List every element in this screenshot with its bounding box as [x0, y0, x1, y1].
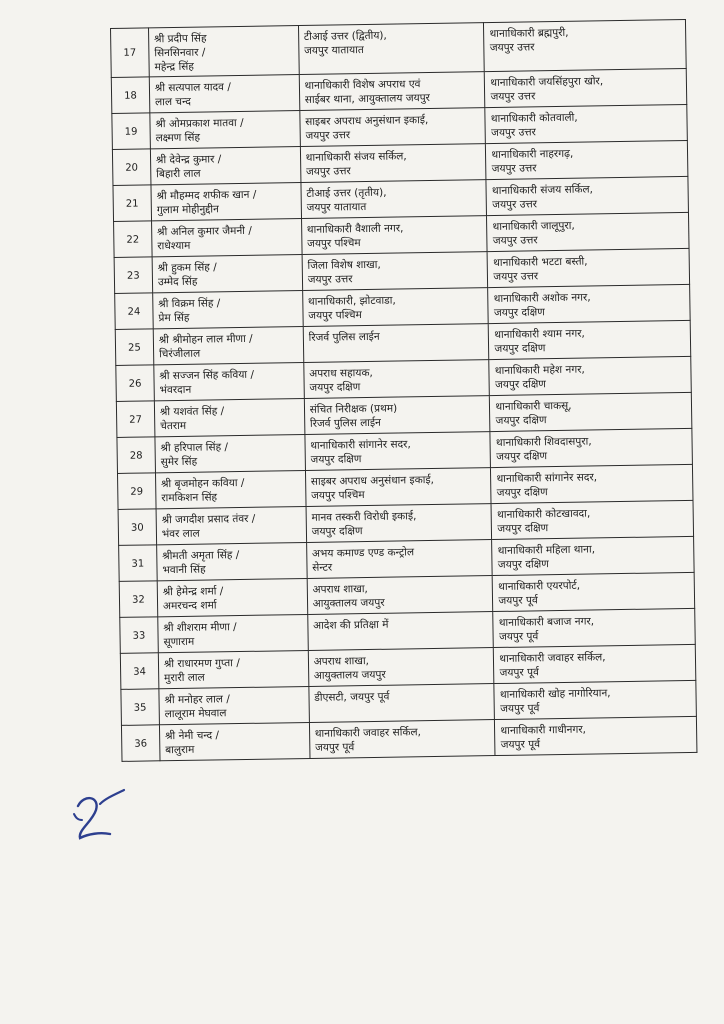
- current-posting-cell: [303, 324, 489, 363]
- table-row: [121, 716, 696, 761]
- current-posting-cell: [307, 612, 493, 651]
- name-line: लक्ष्मण सिंह: [155, 131, 201, 145]
- officer-name-cell: [151, 183, 301, 221]
- to-line: जयपुर पूर्व: [499, 666, 539, 679]
- to-line: थानाधिकारी श्याम नगर,: [494, 327, 585, 342]
- to-line: जयपुर दक्षिण: [497, 522, 549, 535]
- to-line: थानाधिकारी ब्रह्मपुरी,: [489, 26, 569, 41]
- serial-number-cell: 18: [111, 77, 149, 114]
- to-line: थानाधिकारी बजाज नगर,: [498, 615, 595, 629]
- new-posting-cell: [490, 392, 692, 431]
- from-line: जयपुर दक्षिण: [311, 525, 363, 538]
- from-line: टीआई उत्तर (तृतीय),: [306, 186, 387, 200]
- officer-name-cell: [156, 506, 306, 544]
- from-line: आदेश की प्रतिक्षा में: [313, 618, 389, 632]
- to-line: थानाधिकारी अशोक नगर,: [493, 291, 591, 306]
- current-posting-cell: [309, 720, 495, 759]
- new-posting-cell: [486, 176, 688, 215]
- from-line: थानाधिकारी जवाहर सर्किल,: [314, 726, 422, 740]
- new-posting-cell: [489, 356, 691, 395]
- new-posting-cell: [485, 104, 687, 143]
- to-line: जयपुर पूर्व: [500, 702, 540, 715]
- from-line: साइबर अपराध अनुसंधान इकाई,: [310, 473, 435, 488]
- officer-name-cell: [154, 363, 304, 401]
- from-line: जयपुर दक्षिण: [310, 453, 362, 466]
- name-line: सिनसिनवार /: [154, 46, 206, 60]
- serial-number-cell: 31: [119, 545, 157, 582]
- from-line: साईबर थाना, आयुक्तालय जयपुर: [304, 91, 431, 106]
- serial-number-cell: 19: [112, 113, 150, 150]
- to-line: जयपुर दक्षिण: [494, 378, 547, 391]
- officer-name-cell: [155, 470, 305, 508]
- name-line: भंवर लाल: [161, 527, 200, 541]
- serial-number-cell: 33: [120, 617, 158, 654]
- current-posting-cell: [305, 432, 491, 471]
- current-posting-cell: [302, 288, 488, 327]
- name-line: श्री नेमी चन्द /: [164, 729, 220, 743]
- to-line: थानाधिकारी कोटखावदा,: [497, 507, 591, 521]
- serial-number-cell: 27: [116, 401, 154, 438]
- current-posting-cell: [304, 396, 490, 435]
- serial-number-cell: 35: [121, 689, 159, 726]
- serial-number-cell: 24: [115, 293, 153, 330]
- from-line: जयपुर यातायात: [306, 200, 367, 214]
- to-line: जयपुर पूर्व: [498, 630, 539, 643]
- to-line: थानाधिकारी जवाहर सर्किल,: [499, 651, 606, 665]
- officer-name-cell: [148, 26, 299, 77]
- to-line: जयपुर उत्तर: [489, 41, 535, 55]
- current-posting-cell: [300, 144, 486, 183]
- from-line: जयपुर उत्तर: [305, 129, 351, 142]
- to-line: जयपुर दक्षिण: [496, 486, 548, 499]
- to-line: थानाधिकारी शिवदासपुरा,: [495, 435, 592, 449]
- from-line: जयपुर दक्षिण: [309, 381, 361, 394]
- to-line: थानाधिकारी जयसिंहपुरा खोर,: [490, 75, 604, 90]
- serial-number-cell: 25: [115, 329, 153, 366]
- officer-name-cell: [155, 434, 305, 472]
- to-line: जयपुर पूर्व: [500, 738, 541, 751]
- name-line: श्री ओमप्रकाश मातवा /: [155, 116, 244, 131]
- name-line: श्री बृजमोहन कविया /: [160, 476, 245, 491]
- current-posting-cell: [307, 576, 493, 615]
- new-posting-cell: [488, 284, 690, 323]
- from-line: अपराध शाखा,: [313, 655, 370, 668]
- name-line: श्री सत्यपाल यादव /: [154, 81, 231, 95]
- from-line: जयपुर उत्तर: [305, 165, 351, 178]
- current-posting-cell: [309, 684, 495, 723]
- to-line: थानाधिकारी खोह नागोरियान,: [499, 687, 611, 701]
- name-line: श्री जगदीश प्रसाद तंवर /: [161, 512, 256, 527]
- to-line: जयपुर उत्तर: [492, 234, 538, 248]
- name-line: महेन्द्र सिंह: [154, 60, 195, 74]
- officer-name-cell: [157, 578, 307, 616]
- serial-number-cell: 28: [117, 437, 155, 474]
- to-line: जयपुर दक्षिण: [497, 558, 549, 571]
- to-line: थानाधिकारी संजय सर्किल,: [491, 183, 594, 198]
- to-line: थानाधिकारी गाधीनगर,: [500, 723, 587, 737]
- new-posting-cell: [492, 536, 694, 575]
- name-line: लालूराम मेघवाल: [164, 707, 227, 721]
- serial-number-cell: 21: [113, 185, 151, 222]
- from-line: जयपुर पूर्व: [314, 741, 355, 754]
- new-posting-cell: [487, 248, 689, 287]
- serial-number-cell: 23: [114, 257, 152, 294]
- from-line: जयपुर पश्चिम: [307, 237, 361, 250]
- table-body: [111, 19, 697, 761]
- name-line: राधेश्याम: [157, 239, 191, 253]
- from-line: साइबर अपराध अनुसंधान इकाई,: [305, 114, 429, 128]
- to-line: थानाधिकारी जालूपुरा,: [492, 219, 575, 234]
- from-line: अपराध शाखा,: [312, 583, 368, 596]
- new-posting-cell: [494, 644, 696, 683]
- name-line: श्री मनोहर लाल /: [164, 693, 230, 707]
- table-row: [111, 19, 687, 77]
- transfer-order-table: [110, 19, 697, 762]
- to-line: जयपुर पूर्व: [498, 594, 538, 607]
- new-posting-cell: [486, 140, 688, 179]
- to-line: जयपुर उत्तर: [490, 90, 536, 104]
- name-line: सुमेर सिंह: [160, 455, 198, 469]
- from-line: संचित निरीक्षक (प्रथम): [309, 402, 398, 416]
- new-posting-cell: [489, 320, 691, 359]
- serial-number-cell: 32: [119, 581, 157, 618]
- from-line: जयपुर पश्चिम: [308, 309, 362, 322]
- officer-name-cell: [150, 111, 300, 149]
- from-line: अपराध सहायक,: [309, 366, 373, 380]
- name-line: श्रीमती अमृता सिंह /: [162, 549, 240, 563]
- serial-number-cell: 36: [121, 725, 159, 762]
- serial-number-cell: 17: [111, 28, 150, 78]
- serial-number-cell: 22: [114, 221, 152, 258]
- from-line: सेन्टर: [312, 561, 333, 574]
- serial-number-cell: 29: [117, 473, 155, 510]
- name-line: भंवरदान: [159, 383, 192, 397]
- new-posting-cell: [494, 680, 696, 719]
- current-posting-cell: [302, 252, 488, 291]
- name-line: रामकिशन सिंह: [161, 491, 218, 505]
- serial-number-cell: 30: [118, 509, 156, 546]
- from-line: थानाधिकारी, झोटवाडा,: [307, 294, 396, 308]
- officer-name-cell: [149, 75, 299, 113]
- name-line: श्री शीशराम मीणा /: [163, 621, 237, 635]
- handwritten-initials: [70, 784, 130, 844]
- name-line: उम्मेद सिंह: [157, 275, 198, 289]
- name-line: भवानी सिंह: [162, 563, 206, 577]
- to-line: थानाधिकारी नाहरगढ़,: [491, 147, 574, 162]
- from-line: आयुक्तालय जयपुर: [313, 668, 386, 682]
- current-posting-cell: [308, 648, 494, 687]
- name-line: श्री हेमेन्द्र शर्मा /: [162, 585, 224, 599]
- name-line: मुरारी लाल: [164, 671, 205, 685]
- current-posting-cell: [306, 540, 492, 579]
- name-line: श्री देवेन्द्र कुमार /: [155, 153, 222, 167]
- from-line: आयुक्तालय जयपुर: [312, 596, 385, 610]
- from-line: थानाधिकारी संजय सर्किल,: [305, 150, 407, 164]
- new-posting-cell: [485, 68, 687, 107]
- to-line: थानाधिकारी महिला थाना,: [497, 543, 596, 557]
- to-line: जयपुर उत्तर: [493, 270, 539, 284]
- officer-name-cell: [153, 291, 303, 329]
- to-line: थानाधिकारी भटटा बस्ती,: [493, 255, 588, 270]
- current-posting-cell: [300, 108, 486, 147]
- name-line: चिरंजीलाल: [158, 347, 201, 361]
- new-posting-cell: [490, 428, 692, 467]
- name-line: श्री हरिपाल सिंह /: [160, 441, 229, 455]
- name-line: श्री विक्रम सिंह /: [158, 297, 221, 311]
- new-posting-cell: [491, 500, 693, 539]
- current-posting-cell: [298, 23, 484, 75]
- to-line: थानाधिकारी चाकसू,: [495, 399, 572, 413]
- from-line: अभय कमाण्ड एण्ड कन्ट्रोल: [311, 546, 415, 560]
- name-line: श्री सज्जन सिंह कविया /: [159, 368, 255, 383]
- to-line: थानाधिकारी सांगानेर सदर,: [496, 471, 598, 485]
- name-line: श्री प्रदीप सिंह: [153, 32, 207, 46]
- new-posting-cell: [495, 716, 697, 755]
- to-line: थानाधिकारी महेश नगर,: [494, 363, 585, 377]
- serial-number-cell: 34: [120, 653, 158, 690]
- name-line: सूणाराम: [163, 635, 195, 649]
- to-line: जयपुर दक्षिण: [494, 342, 546, 355]
- from-line: थानाधिकारी विशेष अपराध एवं: [304, 78, 421, 92]
- to-line: जयपुर उत्तर: [492, 198, 538, 212]
- from-line: जयपुर पश्चिम: [310, 489, 365, 502]
- new-posting-cell: [487, 212, 689, 251]
- new-posting-cell: [484, 19, 686, 71]
- current-posting-cell: [299, 72, 485, 111]
- officer-name-cell: [157, 542, 307, 580]
- officer-name-cell: [152, 255, 302, 293]
- officer-name-cell: [151, 219, 301, 257]
- new-posting-cell: [493, 572, 695, 611]
- current-posting-cell: [301, 216, 487, 255]
- current-posting-cell: [306, 504, 492, 543]
- officer-name-cell: [153, 327, 303, 365]
- officer-name-cell: [154, 398, 304, 436]
- current-posting-cell: [301, 180, 487, 219]
- to-line: जयपुर उत्तर: [491, 126, 536, 140]
- current-posting-cell: [303, 360, 489, 399]
- name-line: श्री हुकम सिंह /: [157, 261, 217, 275]
- from-line: रिजर्व पुलिस लाईन: [309, 416, 382, 430]
- name-line: गुलाम मोहीनुद्दीन: [156, 203, 219, 217]
- name-line: प्रेम सिंह: [158, 311, 190, 325]
- name-line: श्री अनिल कुमार जैमनी /: [157, 224, 252, 239]
- from-line: थानाधिकारी वैशाली नगर,: [306, 222, 404, 236]
- officer-name-cell: [158, 650, 308, 688]
- name-line: लाल चन्द: [154, 95, 191, 109]
- name-line: बालुराम: [165, 743, 195, 757]
- from-line: डीएसटी, जयपुर पूर्व: [314, 690, 390, 704]
- to-line: जयपुर दक्षिण: [496, 450, 548, 463]
- from-line: रिजर्व पुलिस लाईन: [308, 330, 380, 344]
- to-line: थानाधिकारी एयरपोर्ट,: [498, 579, 581, 593]
- new-posting-cell: [493, 608, 695, 647]
- name-line: श्री श्रीमोहन लाल मीणा /: [158, 332, 253, 347]
- new-posting-cell: [491, 464, 693, 503]
- to-line: जयपुर उत्तर: [491, 162, 537, 176]
- from-line: टीआई उत्तर (द्वितीय),: [303, 29, 387, 43]
- serial-number-cell: 26: [116, 365, 154, 402]
- current-posting-cell: [305, 468, 491, 507]
- name-line: बिहारी लाल: [156, 167, 201, 181]
- name-line: अमरचन्द शर्मा: [162, 599, 217, 613]
- name-line: चेतराम: [160, 419, 187, 433]
- from-line: जयपुर यातायात: [303, 44, 364, 57]
- officer-name-cell: [150, 147, 300, 185]
- to-line: जयपुर दक्षिण: [493, 306, 545, 320]
- to-line: जयपुर दक्षिण: [495, 414, 547, 427]
- officer-name-cell: [158, 614, 308, 652]
- name-line: श्री यशवंत सिंह /: [159, 405, 225, 419]
- to-line: थानाधिकारी कोतवाली,: [490, 111, 578, 126]
- from-line: जयपुर उत्तर: [307, 273, 353, 286]
- serial-number-cell: 20: [112, 149, 150, 186]
- from-line: जिला विशेष शाखा,: [307, 258, 381, 272]
- name-line: श्री मौहम्मद शफीक खान /: [156, 188, 257, 203]
- officer-name-cell: [159, 722, 309, 760]
- officer-name-cell: [159, 686, 309, 724]
- from-line: मानव तस्करी विरोधी इकाई,: [311, 510, 417, 524]
- from-line: थानाधिकारी सांगानेर सदर,: [310, 438, 411, 452]
- name-line: श्री राधारमण गुप्ता /: [163, 657, 240, 671]
